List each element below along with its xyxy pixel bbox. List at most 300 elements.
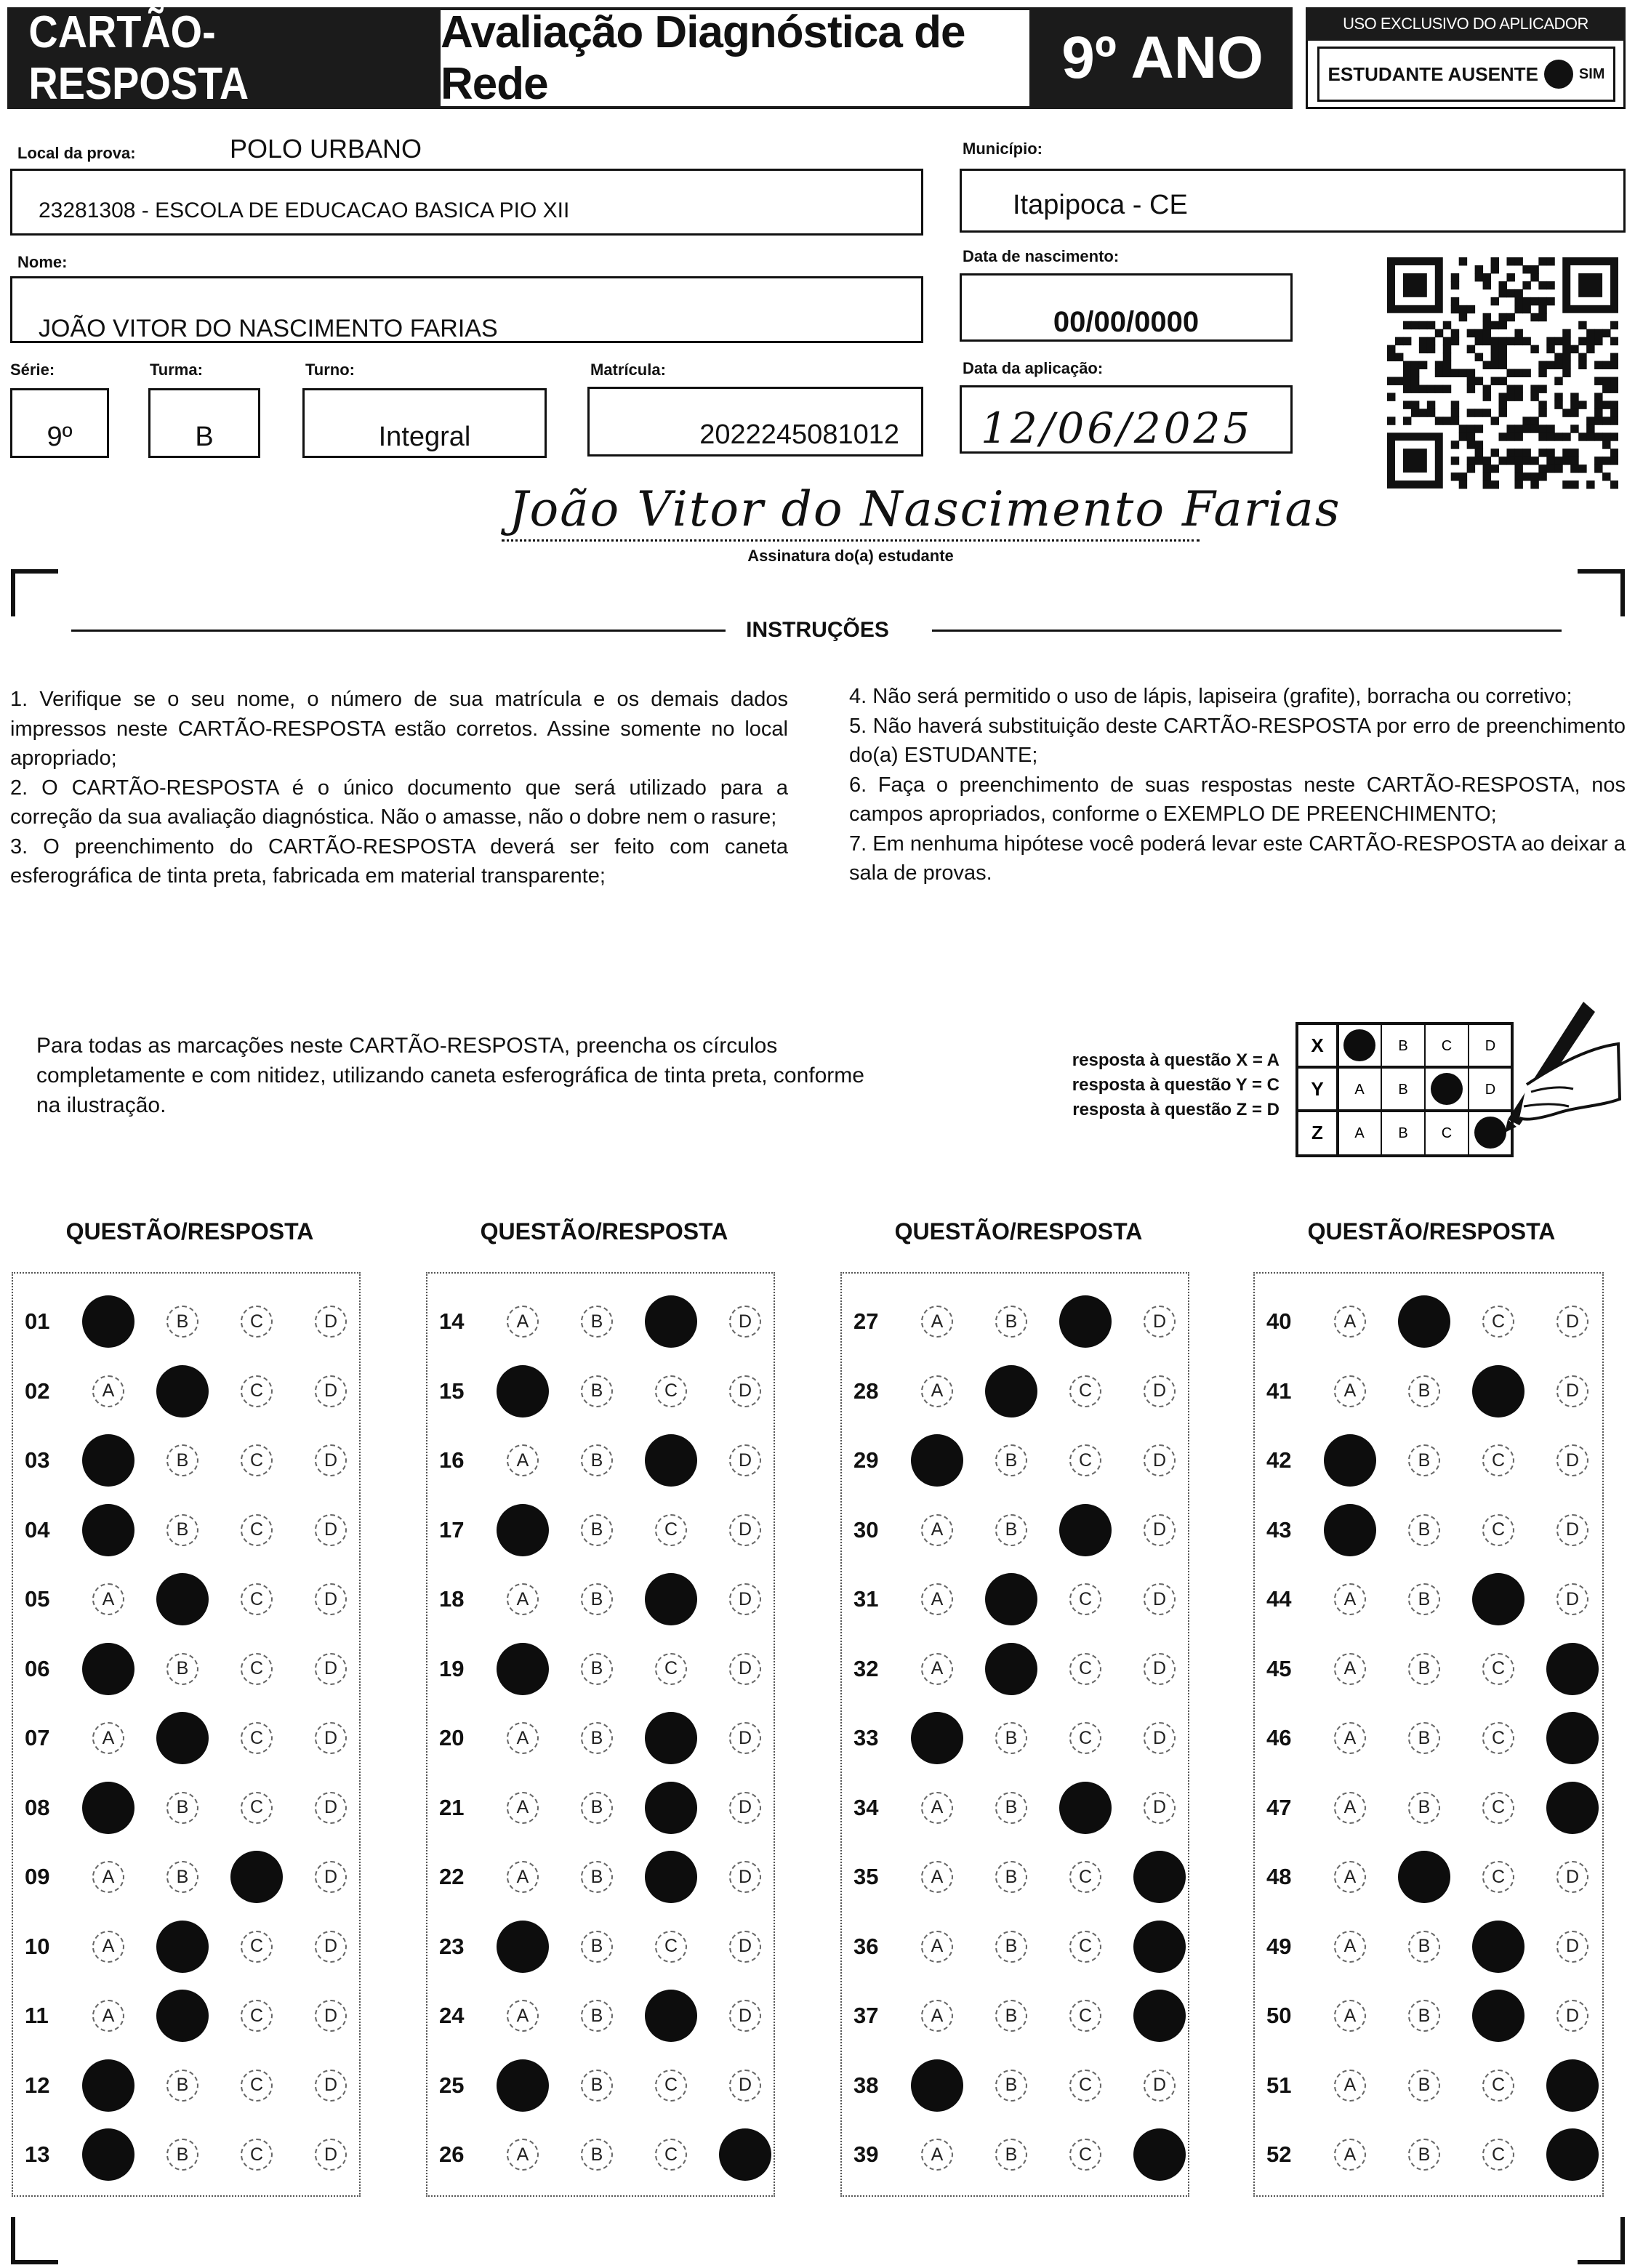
answer-bubble-a[interactable]: A [507, 1444, 539, 1476]
question-number: 34 [853, 1794, 879, 1820]
answer-bubble-b[interactable]: B [166, 1306, 198, 1338]
question-number: 37 [853, 2003, 879, 2028]
answer-bubble-a[interactable] [497, 1365, 549, 1418]
answer-bubble-b[interactable] [985, 1573, 1037, 1625]
answer-bubble-a[interactable] [911, 1434, 963, 1487]
answer-bubble-c[interactable] [1059, 1295, 1112, 1348]
answer-bubble-c[interactable]: C [655, 1514, 687, 1546]
example-option: B [1398, 1082, 1408, 1098]
answer-bubble-c[interactable]: C [241, 1792, 273, 1824]
answer-bubble-b[interactable] [156, 1990, 209, 2042]
answer-bubble-a[interactable] [82, 1782, 134, 1834]
answer-bubble-b[interactable]: B [995, 2070, 1027, 2102]
question-number: 45 [1266, 1655, 1292, 1681]
answer-bubble-a[interactable]: A [1334, 2000, 1366, 2032]
answer-bubble-a[interactable]: A [1334, 1306, 1366, 1338]
answer-bubble-d[interactable]: D [729, 1792, 761, 1824]
local-value: POLO URBANO [230, 134, 422, 164]
answer-bubble-b[interactable]: B [581, 1861, 613, 1893]
answer-bubble-d[interactable]: D [1144, 1375, 1176, 1407]
answer-bubble-b[interactable]: B [1408, 1722, 1440, 1754]
answer-bubble-b[interactable]: B [1408, 1444, 1440, 1476]
answer-bubble-b[interactable]: B [581, 1444, 613, 1476]
answer-row [25, 1495, 368, 1565]
column-header: QUESTÃO/RESPOSTA [1307, 1218, 1556, 1244]
answer-bubble-c[interactable]: C [1482, 1861, 1514, 1893]
answer-bubble-d[interactable]: D [729, 1722, 761, 1754]
example-option: B [1398, 1038, 1408, 1054]
answer-bubble-a[interactable] [82, 1504, 134, 1556]
answer-bubble-b[interactable]: B [166, 1514, 198, 1546]
answer-bubble-d[interactable]: D [315, 1722, 347, 1754]
answer-bubble-c[interactable]: C [241, 1375, 273, 1407]
answer-bubble-b[interactable]: B [166, 1444, 198, 1476]
answer-bubble-a[interactable] [82, 1295, 134, 1348]
answer-bubble-a[interactable]: A [1334, 1583, 1366, 1615]
matricula-value: 2022245081012 [699, 419, 899, 450]
answer-bubble-a[interactable]: A [92, 1722, 124, 1754]
answer-bubble-b[interactable]: B [581, 1722, 613, 1754]
answer-bubble-c[interactable]: C [241, 1444, 273, 1476]
answer-bubble-a[interactable]: A [507, 1722, 539, 1754]
example-option: C [1441, 1125, 1453, 1141]
question-number: 02 [25, 1378, 50, 1404]
answer-bubble-d[interactable]: D [1556, 1514, 1588, 1546]
question-number: 50 [1266, 2003, 1292, 2028]
answer-bubble-d[interactable]: D [1556, 1306, 1588, 1338]
answer-bubble-b[interactable]: B [166, 1792, 198, 1824]
answer-bubble-c[interactable] [1059, 1782, 1112, 1834]
answer-bubble-d[interactable]: D [729, 1583, 761, 1615]
turma-label: Turma: [150, 361, 203, 379]
answer-bubble-b[interactable]: B [166, 1861, 198, 1893]
column-header: QUESTÃO/RESPOSTA [894, 1218, 1143, 1244]
answer-bubble-a[interactable]: A [921, 1792, 953, 1824]
instructions-title: INSTRUÇÕES [746, 618, 889, 642]
corner-mark-bottom-right [1575, 2214, 1626, 2265]
question-number: 11 [25, 2003, 49, 2028]
answer-bubble-a[interactable] [497, 2059, 549, 2112]
instruction-item: 3. O preenchimento do CARTÃO-RESPOSTA deverá ser feito com caneta esferográfica de tinta preta, fabricada em material transparente; [10, 835, 788, 888]
answer-bubble-b[interactable]: B [581, 2139, 613, 2171]
answer-bubble-d[interactable]: D [1144, 1444, 1176, 1476]
answer-bubble-b[interactable]: B [1408, 1792, 1440, 1824]
answer-bubble-b[interactable]: B [995, 1514, 1027, 1546]
answer-bubble-b[interactable]: B [1408, 2070, 1440, 2102]
question-number: 16 [439, 1447, 465, 1473]
aplicacao-field [960, 385, 1293, 454]
answer-bubble-b[interactable] [1398, 1295, 1450, 1348]
answer-bubble-c[interactable]: C [241, 2000, 273, 2032]
answer-row [853, 1981, 1197, 2051]
answer-bubble-a[interactable]: A [507, 1861, 539, 1893]
question-number: 52 [1266, 2142, 1292, 2167]
answer-bubble-d[interactable]: D [1144, 1514, 1176, 1546]
question-number: 24 [439, 2003, 465, 2028]
answer-bubble-d[interactable]: D [1556, 1444, 1588, 1476]
answer-bubble-a[interactable] [82, 2128, 134, 2181]
answer-bubble-c[interactable] [645, 1782, 697, 1834]
absent-bubble-icon[interactable] [1544, 60, 1573, 89]
answer-bubble-a[interactable]: A [507, 2139, 539, 2171]
question-number: 40 [1266, 1308, 1292, 1334]
question-number: 47 [1266, 1794, 1292, 1820]
answer-bubble-c[interactable] [1472, 1573, 1524, 1625]
answer-row [25, 1564, 368, 1634]
absent-label: ESTUDANTE AUSENTE [1327, 63, 1538, 85]
answer-bubble-c[interactable]: C [1482, 1514, 1514, 1546]
answer-bubble-d[interactable]: D [1144, 1722, 1176, 1754]
answer-bubble-d[interactable] [1546, 2128, 1599, 2181]
example-line: resposta à questão X = A [1072, 1050, 1280, 1070]
answer-row [439, 2051, 782, 2120]
answer-bubble-c[interactable]: C [241, 1653, 273, 1685]
turma-value: B [148, 388, 260, 458]
answer-bubble-a[interactable]: A [507, 1792, 539, 1824]
answer-row [1266, 2120, 1610, 2189]
answer-bubble-c[interactable] [645, 1851, 697, 1903]
answer-bubble-b[interactable] [156, 1365, 209, 1418]
answer-bubble-a[interactable] [82, 1434, 134, 1487]
answer-bubble-d[interactable]: D [315, 1375, 347, 1407]
answer-bubble-c[interactable]: C [1069, 2070, 1101, 2102]
answer-bubble-d[interactable]: D [315, 2000, 347, 2032]
answer-bubble-c[interactable]: C [1482, 1653, 1514, 1685]
grade-year: 9º ANO [1061, 25, 1264, 91]
answer-bubble-c[interactable]: C [1069, 1931, 1101, 1963]
answer-bubble-c[interactable]: C [1069, 2139, 1101, 2171]
answer-bubble-b[interactable]: B [581, 1792, 613, 1824]
answer-bubble-b[interactable] [985, 1365, 1037, 1418]
answer-bubble-b[interactable]: B [581, 1514, 613, 1546]
answer-row [439, 1773, 782, 1843]
serie-value: 9º [10, 388, 109, 458]
answer-bubble-c[interactable]: C [655, 2139, 687, 2171]
example-option: D [1485, 1082, 1496, 1098]
instruction-item: 2. O CARTÃO-RESPOSTA é o único documento que será utilizado para a correção da sua avaliação diagnóstica. Não o amasse, não o dobre nem o rasure; [10, 776, 788, 829]
answer-bubble-d[interactable]: D [1144, 1792, 1176, 1824]
answer-bubble-d[interactable]: D [1144, 1653, 1176, 1685]
answer-bubble-c[interactable] [1472, 1990, 1524, 2042]
answer-bubble-a[interactable] [82, 1643, 134, 1695]
answer-bubble-d[interactable]: D [1556, 1861, 1588, 1893]
answer-bubble-d[interactable]: D [315, 1444, 347, 1476]
question-number: 32 [853, 1655, 879, 1681]
answer-bubble-d[interactable]: D [729, 1306, 761, 1338]
instruction-item: 6. Faça o preenchimento de suas respostas neste CARTÃO-RESPOSTA, nos campos apropriados, conforme o EXEMPLO DE PREENCHIMENTO; [849, 773, 1626, 826]
answer-bubble-b[interactable]: B [166, 2070, 198, 2102]
answer-bubble-d[interactable] [1546, 1782, 1599, 1834]
answer-row [853, 1287, 1197, 1356]
answer-bubble-a[interactable] [497, 1643, 549, 1695]
answer-bubble-d[interactable]: D [729, 1861, 761, 1893]
answer-bubble-d[interactable]: D [315, 1514, 347, 1546]
answer-row [25, 2051, 368, 2120]
answer-bubble-d[interactable]: D [1144, 2070, 1176, 2102]
answer-row [439, 1981, 782, 2051]
answer-bubble-c[interactable]: C [241, 2070, 273, 2102]
answer-bubble-a[interactable]: A [1334, 1722, 1366, 1754]
answer-bubble-c[interactable] [645, 1712, 697, 1764]
answer-bubble-b[interactable] [1398, 1851, 1450, 1903]
answer-row [25, 1981, 368, 2051]
school-value: 23281308 - ESCOLA DE EDUCACAO BASICA PIO XII [39, 198, 570, 222]
answer-bubble-b[interactable] [156, 1921, 209, 1973]
answer-bubble-b[interactable]: B [995, 2000, 1027, 2032]
question-number: 08 [25, 1794, 50, 1820]
nome-label: Nome: [17, 253, 68, 271]
answer-bubble-b[interactable] [156, 1573, 209, 1625]
answer-row [439, 1356, 782, 1426]
answer-bubble-c[interactable]: C [241, 1722, 273, 1754]
answer-bubble-b[interactable]: B [1408, 2000, 1440, 2032]
answer-bubble-c[interactable]: C [1482, 2070, 1514, 2102]
answer-bubble-c[interactable]: C [1482, 1792, 1514, 1824]
card-subtitle: Avaliação Diagnóstica de Rede [441, 10, 1029, 106]
answer-bubble-a[interactable]: A [92, 1931, 124, 1963]
answer-row [25, 1287, 368, 1356]
answer-bubble-b[interactable]: B [995, 1444, 1027, 1476]
answer-bubble-a[interactable] [911, 2059, 963, 2112]
question-number: 46 [1266, 1725, 1292, 1750]
answer-bubble-b[interactable]: B [166, 1653, 198, 1685]
answer-bubble-b[interactable]: B [995, 1861, 1027, 1893]
question-number: 44 [1266, 1586, 1292, 1612]
answer-bubble-d[interactable]: D [315, 1792, 347, 1824]
answer-bubble-c[interactable] [645, 1434, 697, 1487]
student-signature: João Vitor do Nascimento Farias [509, 481, 1341, 537]
answer-bubble-c[interactable]: C [1069, 2000, 1101, 2032]
answer-bubble-b[interactable]: B [1408, 2139, 1440, 2171]
answer-bubble-b[interactable]: B [581, 1931, 613, 1963]
answer-bubble-b[interactable]: B [995, 2139, 1027, 2171]
answer-bubble-d[interactable] [1133, 1851, 1186, 1903]
answer-bubble-c[interactable] [645, 1295, 697, 1348]
absent-student-field[interactable] [1317, 47, 1615, 102]
answer-bubble-a[interactable]: A [1334, 2139, 1366, 2171]
answer-bubble-c[interactable]: C [241, 1514, 273, 1546]
answer-bubble-a[interactable]: A [507, 1306, 539, 1338]
answer-bubble-c[interactable]: C [655, 1653, 687, 1685]
answer-bubble-c[interactable]: C [1069, 1861, 1101, 1893]
answer-row [439, 2120, 782, 2189]
answer-row [1266, 1773, 1610, 1843]
answer-bubble-a[interactable]: A [921, 1583, 953, 1615]
answer-bubble-d[interactable] [1546, 1712, 1599, 1764]
answer-bubble-c[interactable]: C [241, 1583, 273, 1615]
answer-bubble-a[interactable]: A [921, 1653, 953, 1685]
answer-bubble-b[interactable]: B [1408, 1514, 1440, 1546]
answer-bubble-d[interactable]: D [315, 1653, 347, 1685]
question-number: 48 [1266, 1864, 1292, 1889]
answer-bubble-c[interactable]: C [1482, 1306, 1514, 1338]
answer-row [1266, 1564, 1610, 1634]
answer-bubble-b[interactable]: B [166, 2139, 198, 2171]
answer-bubble-d[interactable]: D [729, 1514, 761, 1546]
question-number: 13 [25, 2142, 50, 2167]
instructions-right-column [849, 682, 1626, 888]
answer-bubble-a[interactable] [1324, 1434, 1376, 1487]
answer-bubble-d[interactable] [1133, 1990, 1186, 2042]
answer-bubble-d[interactable] [1133, 2128, 1186, 2181]
answer-bubble-a[interactable]: A [1334, 2070, 1366, 2102]
column-header: QUESTÃO/RESPOSTA [65, 1218, 314, 1244]
answer-bubble-d[interactable]: D [315, 2070, 347, 2102]
answer-bubble-a[interactable] [82, 2059, 134, 2112]
answer-bubble-d[interactable] [719, 2128, 771, 2181]
answer-bubble-d[interactable]: D [315, 1861, 347, 1893]
qr-code-icon [1387, 257, 1618, 490]
answer-bubble-a[interactable]: A [92, 1583, 124, 1615]
answer-row [853, 1773, 1197, 1843]
answer-bubble-a[interactable]: A [1334, 1653, 1366, 1685]
answer-row [25, 1912, 368, 1982]
answer-bubble-b[interactable]: B [995, 1722, 1027, 1754]
answer-bubble-a[interactable] [1324, 1504, 1376, 1556]
answer-row [25, 1356, 368, 1426]
answer-row [853, 1425, 1197, 1495]
answer-bubble-a[interactable]: A [92, 1861, 124, 1893]
answer-bubble-d[interactable]: D [1144, 1583, 1176, 1615]
answer-bubble-c[interactable]: C [241, 2139, 273, 2171]
answer-bubble-b[interactable]: B [581, 1375, 613, 1407]
answer-bubble-d[interactable]: D [315, 1583, 347, 1615]
example-row-label: Y [1311, 1078, 1324, 1100]
answer-row [853, 1634, 1197, 1704]
answer-bubble-d[interactable]: D [1556, 2000, 1588, 2032]
aplicacao-value: 12/06/2025 [981, 403, 1253, 453]
answer-bubble-c[interactable]: C [1069, 1375, 1101, 1407]
answer-bubble-d[interactable]: D [1556, 1583, 1588, 1615]
answer-bubble-c[interactable]: C [1482, 1444, 1514, 1476]
answer-bubble-b[interactable] [985, 1643, 1037, 1695]
answer-bubble-a[interactable]: A [921, 1306, 953, 1338]
question-number: 15 [439, 1378, 465, 1404]
answer-bubble-b[interactable]: B [1408, 1583, 1440, 1615]
answer-bubble-d[interactable] [1133, 1921, 1186, 1973]
answer-bubble-d[interactable]: D [1556, 1931, 1588, 1963]
question-number: 03 [25, 1447, 50, 1473]
example-legend [974, 1048, 1280, 1122]
answer-bubble-d[interactable]: D [729, 1931, 761, 1963]
nome-value: JOÃO VITOR DO NASCIMENTO FARIAS [39, 315, 498, 342]
answer-bubble-c[interactable]: C [1069, 1583, 1101, 1615]
answer-bubble-a[interactable]: A [1334, 1931, 1366, 1963]
answer-bubble-c[interactable] [1472, 1365, 1524, 1418]
example-row-label: Z [1311, 1122, 1323, 1143]
answer-bubble-c[interactable]: C [655, 1375, 687, 1407]
answer-bubble-c[interactable]: C [1069, 1722, 1101, 1754]
question-number: 31 [853, 1586, 879, 1612]
answer-bubble-d[interactable]: D [315, 1306, 347, 1338]
answer-bubble-b[interactable]: B [581, 1653, 613, 1685]
aplicacao-label: Data da aplicação: [963, 359, 1104, 377]
answer-bubble-c[interactable]: C [241, 1931, 273, 1963]
answer-bubble-d[interactable]: D [729, 1375, 761, 1407]
answer-bubble-a[interactable]: A [921, 1375, 953, 1407]
answer-bubble-a[interactable]: A [921, 2139, 953, 2171]
answer-bubble-a[interactable]: A [1334, 1375, 1366, 1407]
question-number: 18 [439, 1586, 465, 1612]
answer-bubble-c[interactable]: C [241, 1306, 273, 1338]
question-number: 21 [439, 1794, 465, 1820]
example-option: C [1441, 1038, 1453, 1054]
answer-bubble-a[interactable]: A [1334, 1861, 1366, 1893]
answer-bubble-a[interactable]: A [507, 1583, 539, 1615]
answer-bubble-a[interactable] [497, 1921, 549, 1973]
answer-bubble-b[interactable]: B [995, 1931, 1027, 1963]
municipio-field [960, 169, 1626, 233]
answer-bubble-d[interactable]: D [729, 2000, 761, 2032]
answer-bubble-c[interactable]: C [1482, 1722, 1514, 1754]
answer-bubble-d[interactable]: D [1144, 1306, 1176, 1338]
answer-bubble-b[interactable]: B [1408, 1931, 1440, 1963]
answer-bubble-c[interactable]: C [655, 1931, 687, 1963]
answer-bubble-b[interactable]: B [581, 1583, 613, 1615]
answer-bubble-c[interactable] [645, 1990, 697, 2042]
question-number: 25 [439, 2072, 465, 2098]
answer-bubble-a[interactable] [911, 1712, 963, 1764]
answer-bubble-c[interactable]: C [655, 2070, 687, 2102]
answer-bubble-c[interactable]: C [1069, 1653, 1101, 1685]
answer-bubble-d[interactable]: D [315, 2139, 347, 2171]
answer-bubble-b[interactable]: B [581, 1306, 613, 1338]
answer-row [1266, 1842, 1610, 1912]
answer-bubble-c[interactable] [645, 1573, 697, 1625]
answer-bubble-a[interactable]: A [921, 1861, 953, 1893]
answer-bubble-d[interactable]: D [729, 1653, 761, 1685]
answer-bubble-a[interactable]: A [507, 2000, 539, 2032]
answer-row [439, 1287, 782, 1356]
answer-bubble-c[interactable] [1472, 1921, 1524, 1973]
answer-bubble-b[interactable] [156, 1712, 209, 1764]
answer-bubble-d[interactable]: D [729, 2070, 761, 2102]
answer-bubble-d[interactable]: D [729, 1444, 761, 1476]
question-number: 27 [853, 1308, 879, 1334]
answer-bubble-a[interactable]: A [92, 2000, 124, 2032]
answer-bubble-c[interactable] [230, 1851, 283, 1903]
answer-bubble-a[interactable]: A [921, 2000, 953, 2032]
question-number: 39 [853, 2142, 879, 2167]
sim-label: SIM [1578, 65, 1605, 82]
answer-bubble-d[interactable]: D [1556, 1375, 1588, 1407]
matricula-label: Matrícula: [590, 361, 666, 379]
answer-bubble-a[interactable]: A [921, 1514, 953, 1546]
answer-bubble-b[interactable]: B [581, 2000, 613, 2032]
answer-bubble-c[interactable] [1059, 1504, 1112, 1556]
answer-bubble-a[interactable]: A [921, 1931, 953, 1963]
answer-bubble-b[interactable]: B [581, 2070, 613, 2102]
answer-bubble-d[interactable] [1546, 2059, 1599, 2112]
answer-bubble-a[interactable] [497, 1504, 549, 1556]
answer-bubble-d[interactable] [1546, 1643, 1599, 1695]
answer-row [1266, 1634, 1610, 1704]
answer-bubble-d[interactable]: D [315, 1931, 347, 1963]
answer-bubble-a[interactable]: A [1334, 1792, 1366, 1824]
answer-bubble-b[interactable]: B [995, 1306, 1027, 1338]
question-number: 42 [1266, 1447, 1292, 1473]
answer-bubble-b[interactable]: B [1408, 1653, 1440, 1685]
answer-bubble-b[interactable]: B [1408, 1375, 1440, 1407]
answer-row [1266, 1356, 1610, 1426]
answer-bubble-c[interactable]: C [1482, 2139, 1514, 2171]
answer-bubble-a[interactable]: A [92, 1375, 124, 1407]
question-number: 30 [853, 1516, 879, 1543]
answer-bubble-c[interactable]: C [1069, 1444, 1101, 1476]
answer-row [853, 1564, 1197, 1634]
answer-bubble-b[interactable]: B [995, 1792, 1027, 1824]
question-number: 17 [439, 1516, 465, 1543]
